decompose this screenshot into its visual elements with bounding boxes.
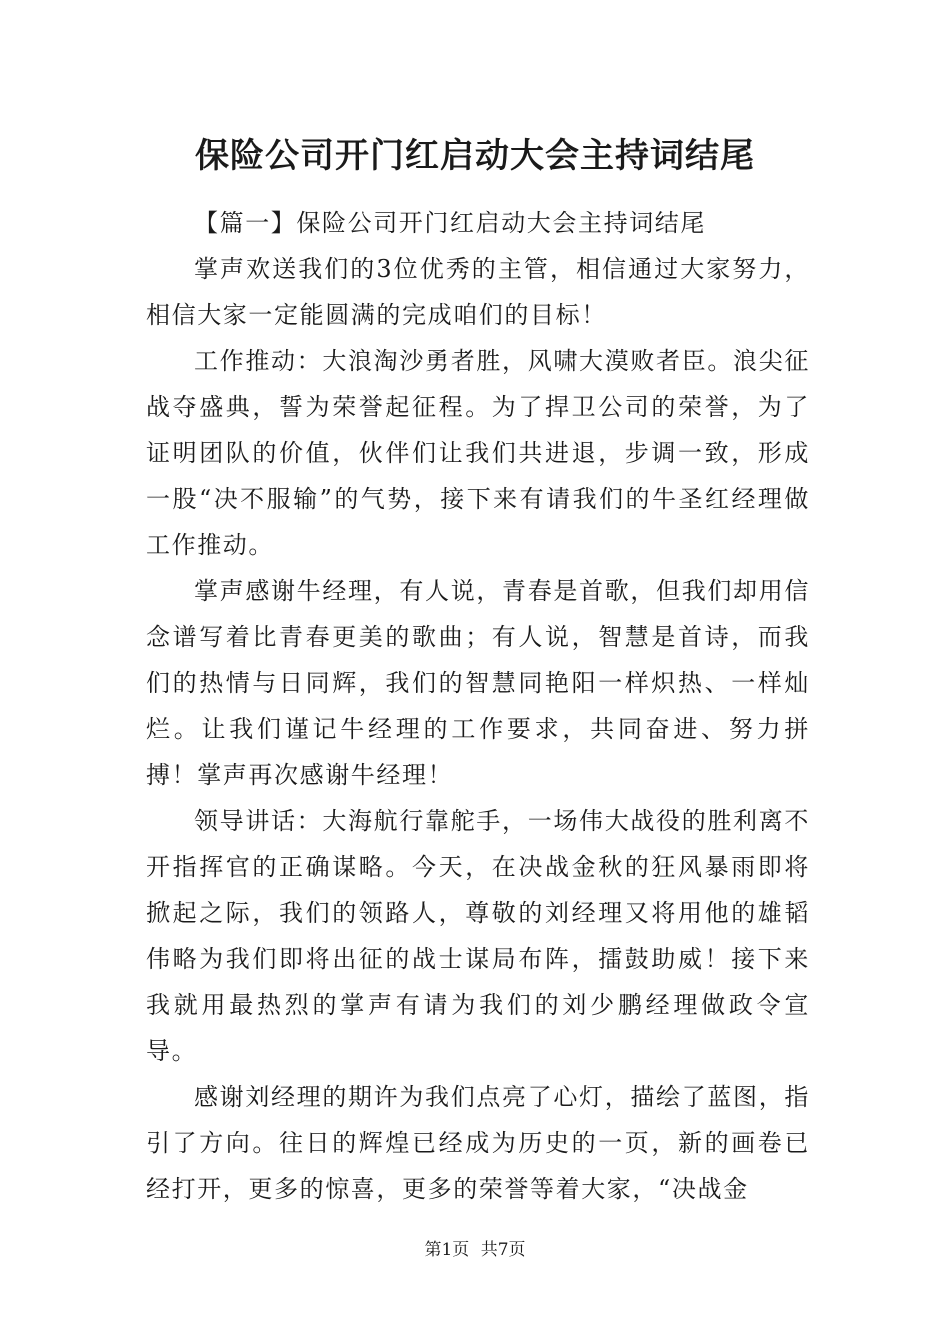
document-body bbox=[146, 200, 810, 1212]
paragraph: 掌声欢送我们的3位优秀的主管，相信通过大家努力，相信大家一定能圆满的完成咱们的目标！ bbox=[146, 255, 810, 329]
page-title: 保险公司开门红启动大会主持词结尾 bbox=[195, 136, 755, 176]
section-heading: 【篇一】保险公司开门红启动大会主持词结尾 bbox=[194, 209, 706, 237]
page-footer bbox=[0, 1238, 950, 1262]
page-number: 第1页 bbox=[424, 1240, 470, 1260]
paragraph: 领导讲话：大海航行靠舵手，一场伟大战役的胜利离不开指挥官的正确谋略。今天，在决战金秋的狂风暴雨即将掀起之际，我们的领路人，尊敬的刘经理又将用他的雄韬伟略为我们即将出征的战士谋局布阵，擂鼓助威！接下来我就用最热烈的掌声有请为我们的刘少鹏经理做政令宣导。 bbox=[146, 807, 810, 1065]
paragraph: 工作推动：大浪淘沙勇者胜，风啸大漠败者臣。浪尖征战夺盛典，誓为荣誉起征程。为了捍卫公司的荣誉，为了证明团队的价值，伙伴们让我们共进退，步调一致，形成一股“决不服输”的气势，接下来有请我们的牛圣红经理做工作推动。 bbox=[146, 347, 810, 559]
paragraph: 感谢刘经理的期许为我们点亮了心灯，描绘了蓝图，指引了方向。往日的辉煌已经成为历史的一页，新的画卷已经打开，更多的惊喜，更多的荣誉等着大家，“决战金 bbox=[146, 1083, 810, 1203]
paragraph: 掌声感谢牛经理，有人说，青春是首歌，但我们却用信念谱写着比青春更美的歌曲；有人说，智慧是首诗，而我们的热情与日同辉，我们的智慧同艳阳一样炽热、一样灿烂。让我们谨记牛经理的工作要求，共同奋进、努力拼搏！掌声再次感谢牛经理！ bbox=[146, 577, 810, 789]
page-total: 共7页 bbox=[480, 1240, 526, 1260]
